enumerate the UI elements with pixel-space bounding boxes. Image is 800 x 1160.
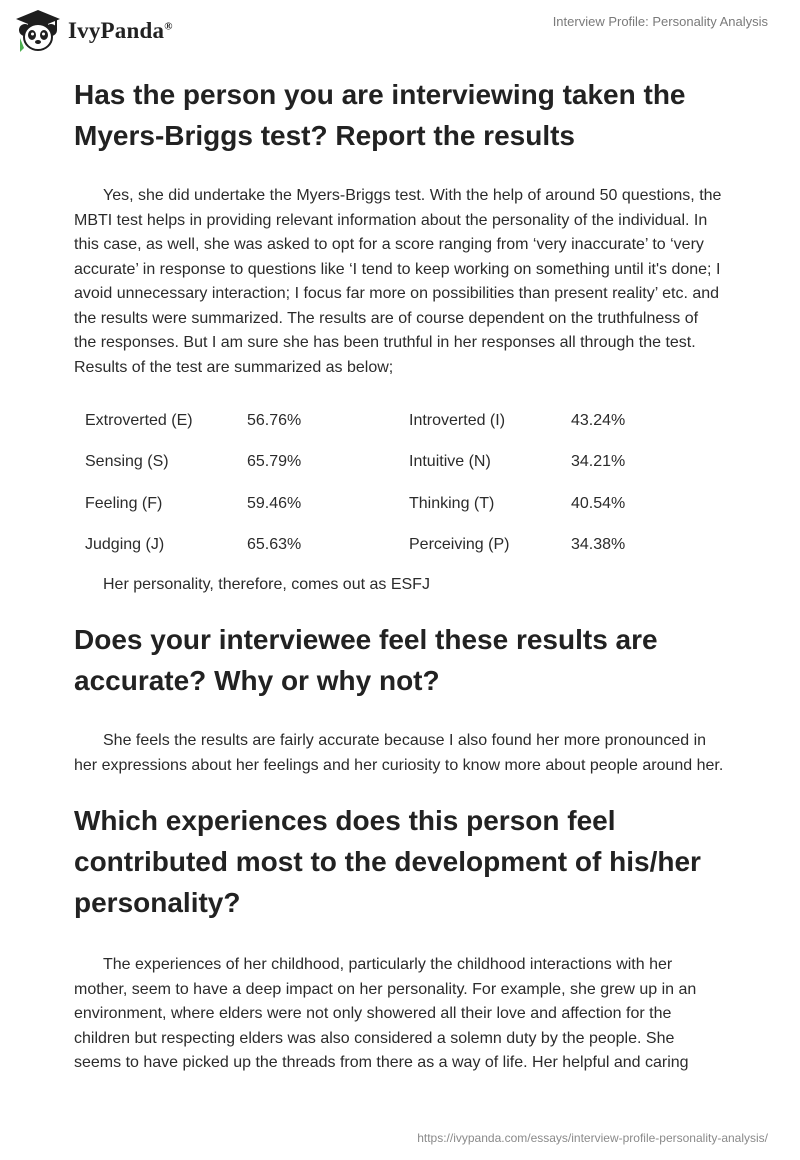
trait-label: Perceiving (P): [409, 536, 510, 554]
section-heading: Does your interviewee feel these results are accurate? Why or why not?: [74, 624, 658, 696]
section-paragraph: The experiences of her childhood, particularly the childhood interactions with her mother, seem to have a deep impact on her personality. For example, she grew up in an environment, where elders were not only showered all their love and affection for the children but respecting elders was also considered a solemn duty by the people. She seems to have picked up the threads from there as a way of life. Her helpful and caring: [74, 956, 697, 1071]
trait-label: Thinking (T): [409, 494, 495, 512]
trait-label: Extroverted (E): [85, 411, 193, 429]
running-title: Interview Profile: Personality Analysis: [552, 14, 768, 29]
trait-label: Intuitive (N): [409, 453, 491, 471]
trait-value: 56.76%: [247, 411, 302, 429]
trait-label: Judging (J): [85, 536, 165, 554]
trait-label: Feeling (F): [85, 494, 163, 512]
trait-value: 59.46%: [247, 494, 302, 512]
source-url[interactable]: https://ivypanda.com/essays/interview-profile-personality-analysis/: [417, 1131, 768, 1145]
panda-graduate-icon: [14, 8, 62, 54]
trait-value: 65.63%: [247, 536, 302, 554]
trait-value: 40.54%: [571, 494, 626, 512]
table-row: [85, 525, 671, 567]
trait-value: 34.21%: [571, 453, 626, 471]
trait-value: 65.79%: [247, 453, 302, 471]
trait-value: 34.38%: [571, 536, 626, 554]
trait-label: Introverted (I): [409, 411, 506, 429]
trait-value: 43.24%: [571, 411, 626, 429]
ivypanda-logo[interactable]: [14, 8, 173, 54]
section-heading: Has the person you are interviewing taken the Myers-Briggs test? Report the results: [74, 79, 686, 151]
mbti-results-table: [85, 400, 671, 566]
section-paragraph: Yes, she did undertake the Myers-Briggs test. With the help of around 50 questions, the MBTI test helps in providing relevant information about the personality of the individual. In this case, as well, she was asked to opt for a score ranging from ‘very inaccurate’ to ‘very accurate’ in response to questions like ‘I tend to keep working on something until it's done; I avoid unnecessary interaction; I focus far more on possibilities than present reality’ etc. and the results were summarized. The results are of course dependent on the truthfulness of the responses. But I am sure she has been truthful in her responses all through the test. Results of the test are summarized as below;: [74, 187, 722, 376]
section-heading: Which experiences does this person feel contributed most to the development of his/her personality?: [74, 805, 701, 918]
personality-conclusion: Her personality, therefore, comes out as ESFJ: [103, 576, 430, 593]
trait-label: Sensing (S): [85, 453, 169, 471]
essay-content: [74, 70, 724, 1076]
page-header: [0, 0, 800, 64]
section-paragraph: She feels the results are fairly accurate because I also found her more pronounced in her expressions about her feelings and her curiosity to know more about people around her.: [74, 732, 724, 774]
brand-name: IvyPanda®: [68, 18, 173, 43]
table-row: [85, 442, 671, 484]
table-row: [85, 400, 671, 442]
table-row: [85, 483, 671, 525]
